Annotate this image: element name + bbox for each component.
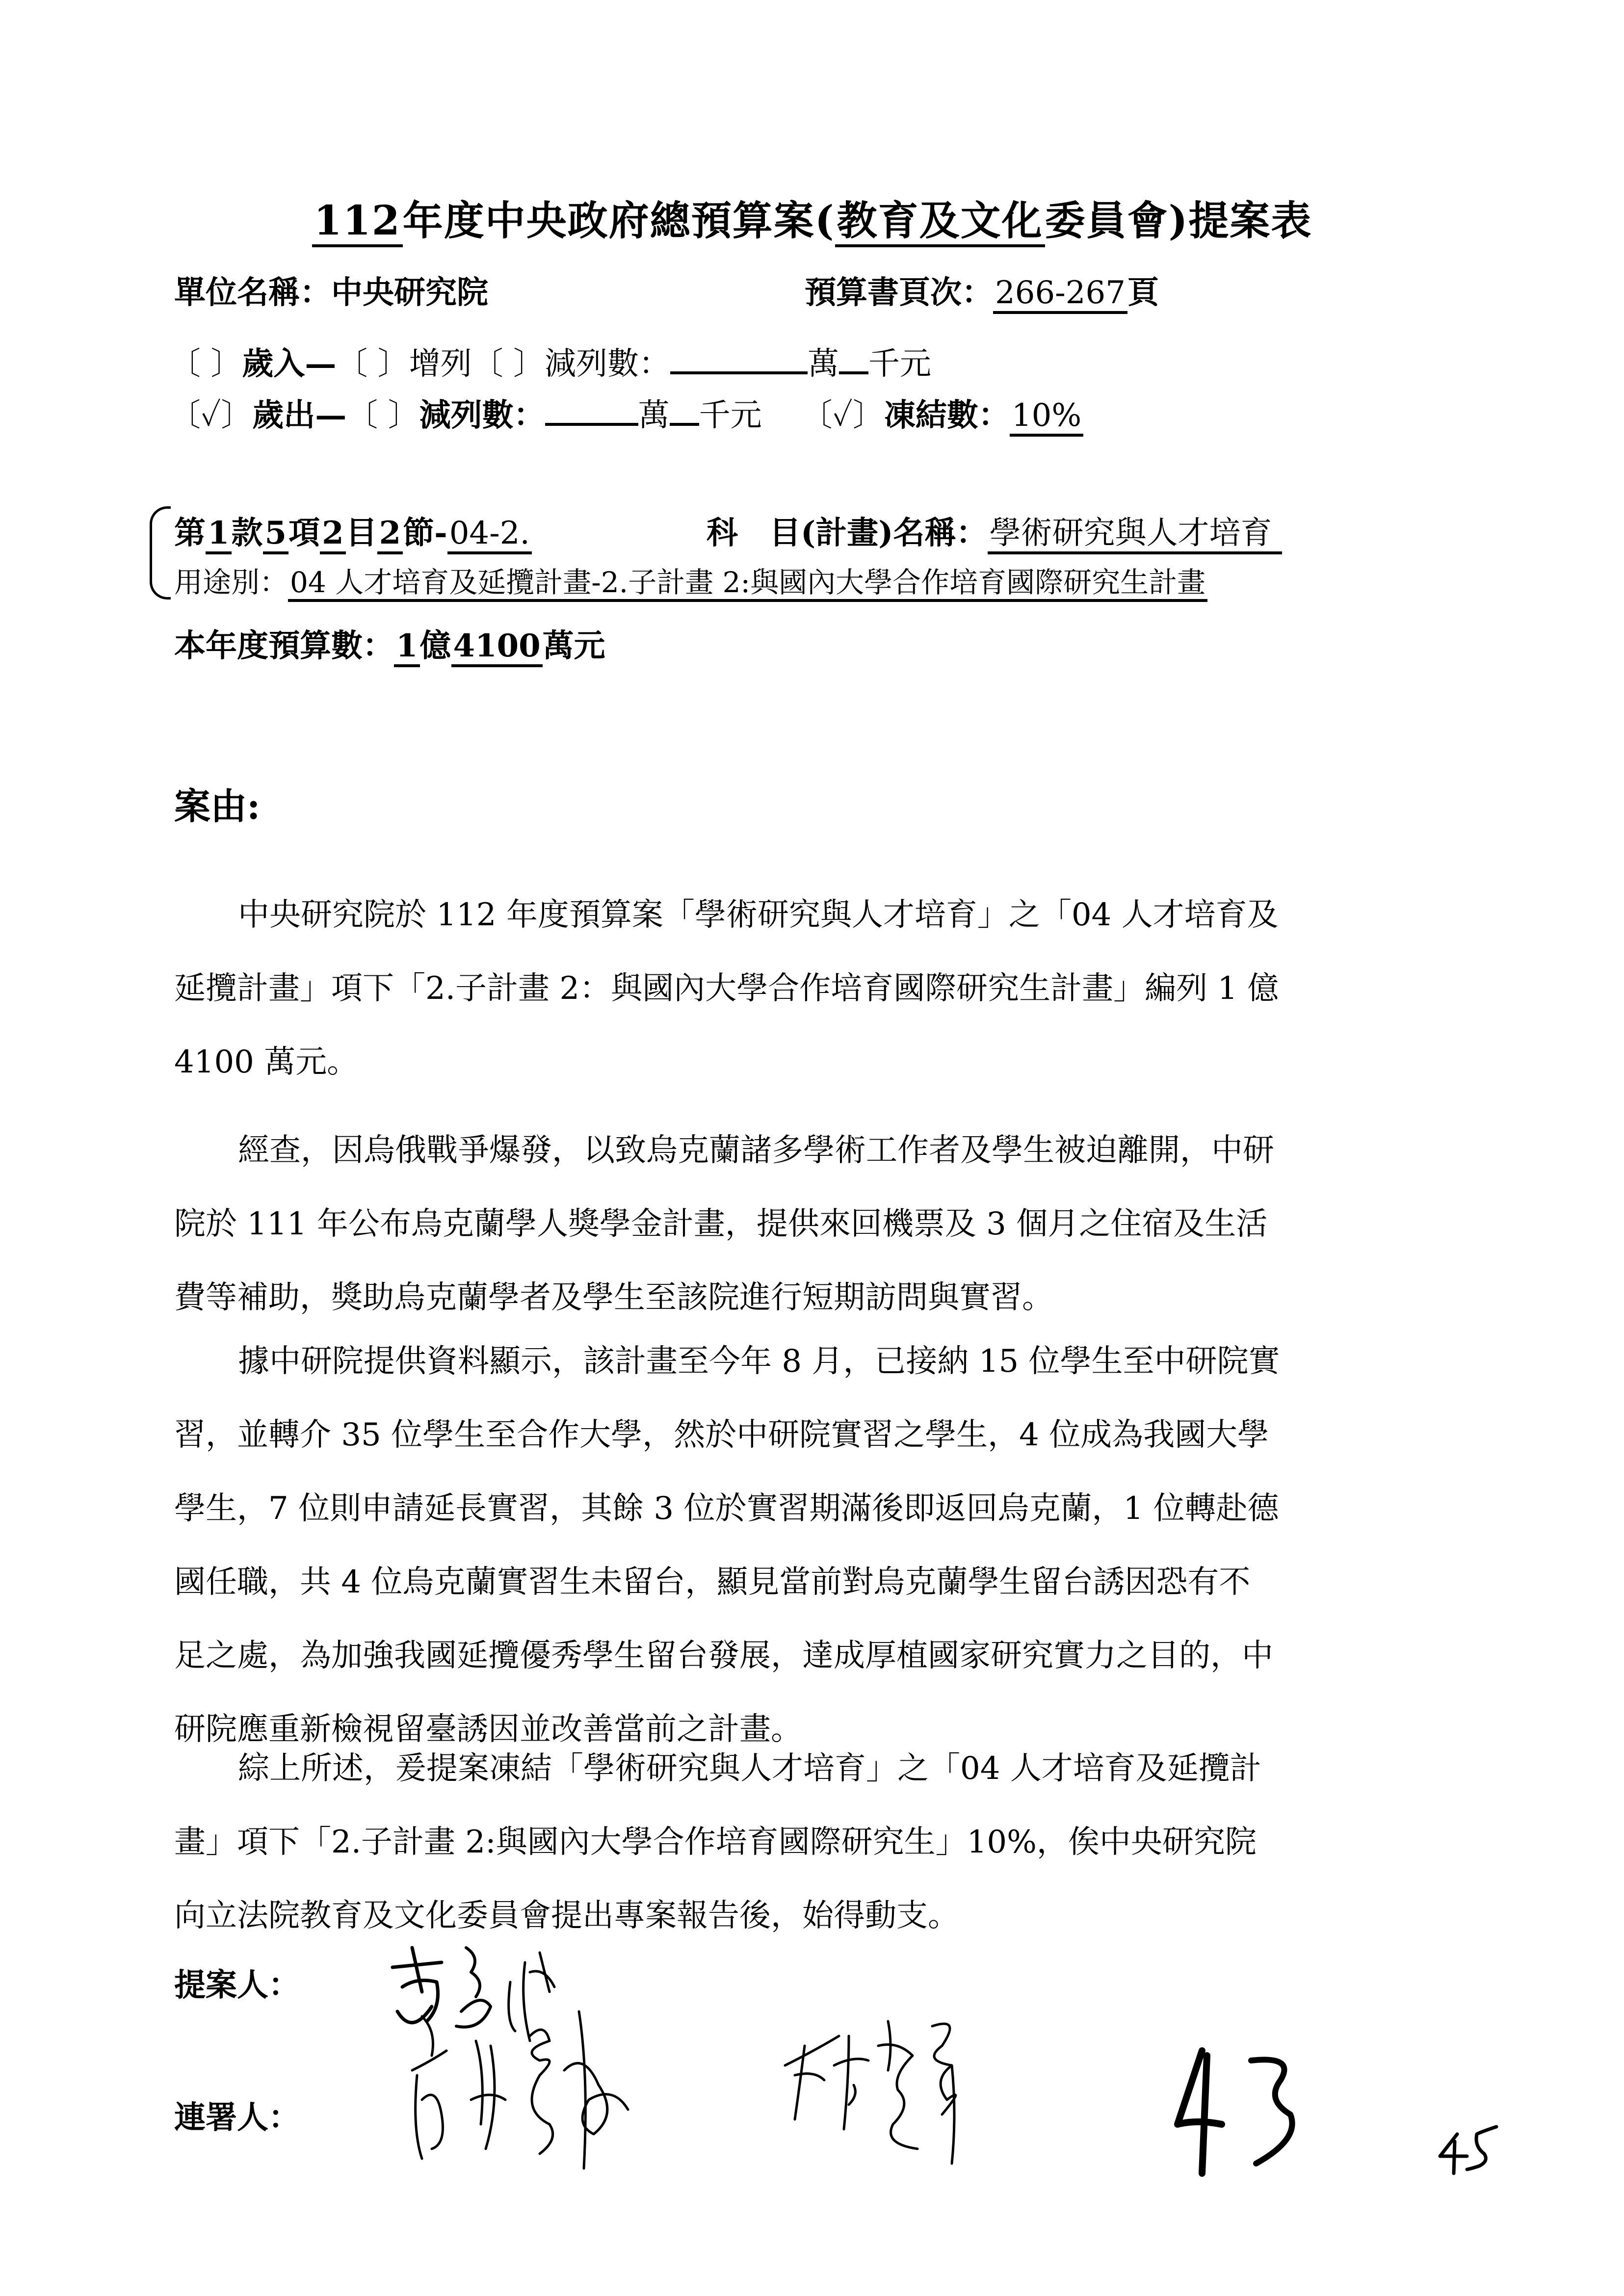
signature-stroke [1251,2060,1292,2164]
item-xiang: 項 [288,515,320,551]
signature-stroke [564,2011,628,2168]
item-jie-num: 2 [377,515,403,554]
paragraph-line: 綜上所述，爰提案凍結「學術研究與人才培育」之「04 人才培育及延攬計 [238,1750,1261,1787]
item-brace [150,506,171,600]
unit-row [174,267,488,313]
revenue-wan: 萬 [808,346,839,382]
reason-paragraph-1 [174,878,1499,1099]
page-ref-value: 266-267 [993,275,1127,314]
item-mu: 目 [345,515,377,551]
title-part1: 年度中央政府總預算案( [402,197,835,244]
expense-wan: 萬 [638,397,670,434]
paragraph-line: 學生，7 位則申請延長實習，其餘 3 位於實習期滿後即返回烏克蘭，1 位轉赴德 [174,1490,1279,1527]
unit-value: 中央研究院 [331,274,488,311]
form-title [0,189,1624,246]
paragraph-line: 研院應重新檢視留臺誘因並改善當前之計畫。 [174,1711,802,1748]
usage-label: 用途別： [174,566,288,599]
decrease-checkbox[interactable]: 〔 〕 [471,346,545,382]
freeze-checkbox[interactable]: 〔✓〕 [801,397,884,434]
subject-label: 科 目(計畫)名稱： [707,515,988,551]
title-year: 112 [312,197,403,247]
cosigner-label: 連署人： [174,2099,300,2136]
increase-label: 增列 [409,346,472,382]
unit-label: 單位名稱： [174,274,331,311]
signature-stroke [932,2024,956,2164]
paragraph-line: 院於 111 年公布烏克蘭學人獎學金計畫，提供來回機票及 3 個月之住宿及生活 [174,1206,1268,1242]
page-ref-label: 預算書頁次： [805,274,993,311]
budget-label: 本年度預算數： [174,627,394,664]
signature-stroke [1178,2051,1222,2173]
item-row [174,508,532,553]
paragraph-line: 向立法院教育及文化委員會提出專案報告後，始得動支。 [174,1898,959,1934]
cosigner-signature-2 [775,2007,1119,2173]
usage-value: 04 人才培育及延攬計畫-2.子計畫 2:與國內大學合作培育國際研究生計畫 [288,566,1207,602]
revenue-row [169,339,931,384]
budget-yi-num: 1 [394,627,420,667]
subject-value: 學術研究與人才培育 [988,515,1282,554]
revenue-qianyuan: 千元 [868,346,932,382]
reason-paragraph-4 [174,1732,1499,1953]
paragraph-line: 足之處，為加強我國延攬優秀學生留台發展，達成厚植國家研究實力之目的，中 [174,1638,1273,1674]
expense-wan-blank[interactable] [545,393,638,426]
handwritten-number [1168,2041,1364,2178]
paragraph-line: 據中研院提供資料顯示，該計畫至今年 8 月，已接納 15 位學生至中研院實 [238,1343,1280,1380]
revenue-wan-blank[interactable] [670,342,808,374]
item-mu-num: 2 [320,515,346,554]
page-number-stroke [1467,2127,1496,2169]
signature-stroke [878,2021,917,2149]
signature-stroke [412,2016,446,2159]
proposer-label: 提案人： [174,1967,300,2004]
reason-paragraph-2 [174,1114,1499,1334]
title-committee: 教育及文化 [835,197,1045,247]
item-di: 第 [174,515,206,551]
page-number-stroke [1440,2134,1467,2173]
expense-row [169,390,1083,435]
paragraph-line: 費等補助，獎助烏克蘭學者及學生至該院進行短期訪問與實習。 [174,1279,1053,1316]
budget-row [174,621,605,666]
page-number [1438,2124,1506,2183]
paragraph-line: 延攬計畫」項下「2.子計畫 2：與國內大學合作培育國際研究生計畫」編列 1 億 [174,970,1279,1007]
title-part2: 委員會)提案表 [1045,197,1312,244]
reason-paragraph-3 [174,1325,1499,1766]
paragraph-line: 中央研究院於 112 年度預算案「學術研究與人才培育」之「04 人才培育及 [238,897,1279,933]
item-jie: 節- [403,515,447,551]
item-xiang-num: 5 [263,515,289,554]
signature-stroke [785,2036,839,2119]
item-code: 04-2. [447,515,532,554]
expense-decrease-checkbox[interactable]: 〔 〕 [346,397,419,434]
paragraph-line: 國任職，共 4 位烏克蘭實習生未留台，顯見當前對烏克蘭學生留台誘因恐有不 [174,1564,1251,1600]
page-ref-suffix: 頁 [1127,274,1159,311]
signature-stroke [530,2030,553,2154]
budget-wan-num: 4100 [451,627,543,667]
budget-yi: 億 [419,627,451,664]
item-kuan-num: 1 [206,515,232,554]
freeze-value: 10% [1010,397,1083,437]
paragraph-line: 4100 萬元。 [174,1044,359,1080]
signature-stroke [471,2041,505,2149]
revenue-checkbox[interactable]: 〔 〕 [169,346,242,382]
revenue-label: 歲入— [242,345,337,382]
cosigner-signature-1 [402,2002,746,2178]
usage-row [174,559,1207,600]
item-kuan: 款 [231,515,263,551]
reason-heading: 案由: [174,785,261,828]
budget-wan: 萬元 [542,627,605,664]
page-ref-row [805,267,1159,313]
paragraph-line: 畫」項下「2.子計畫 2:與國內大學合作培育國際研究生」10%，俟中央研究院 [174,1824,1257,1860]
expense-label: 歲出— [252,397,347,434]
paragraph-line: 習，並轉介 35 位學生至合作大學，然於中研院實習之學生，4 位成為我國大學 [174,1417,1269,1453]
revenue-qian-blank[interactable] [839,342,868,374]
subject-row [707,508,1282,553]
freeze-label: 凍結數： [884,397,1010,434]
signature-stroke [834,2036,868,2129]
expense-checkbox[interactable]: 〔✓〕 [169,397,253,434]
revenue-decrease-label: 減列數： [545,346,671,382]
expense-decrease-label: 減列數： [419,397,545,434]
paragraph-line: 經查，因烏俄戰爭爆發，以致烏克蘭諸多學術工作者及學生被迫離開，中研 [238,1132,1274,1169]
increase-checkbox[interactable]: 〔 〕 [336,346,409,382]
expense-qianyuan: 千元 [699,397,762,434]
expense-qian-blank[interactable] [670,393,699,426]
